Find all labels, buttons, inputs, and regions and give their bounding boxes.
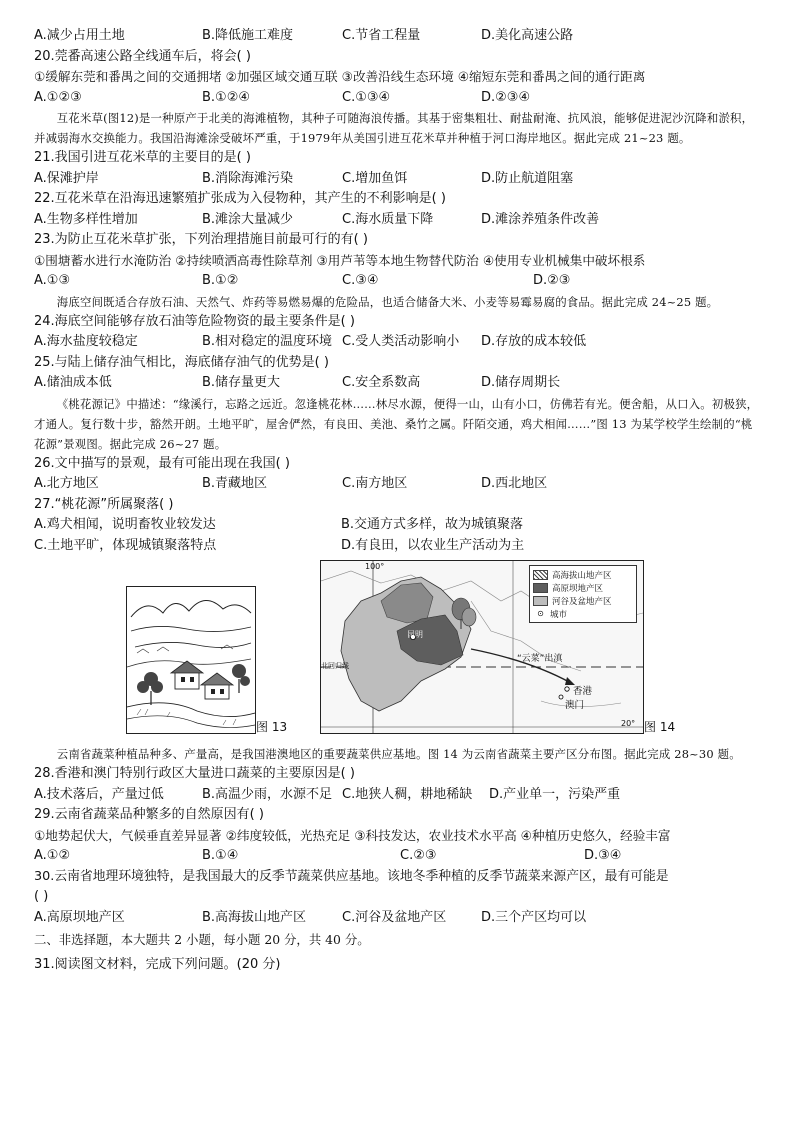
q28-options <box>34 785 764 806</box>
q26-options <box>34 474 764 495</box>
q21-options <box>34 169 764 190</box>
option-a: A.海水盐度较稳定 <box>34 334 138 349</box>
q29-stem: 29.云南省蔬菜品种繁多的自然原因有( ) <box>34 807 264 822</box>
q21-stem: 21.我国引进互花米草的主要目的是( ) <box>34 150 251 165</box>
option-d: D.②③ <box>533 273 571 288</box>
option-d: D.三个产区均可以 <box>481 909 587 925</box>
option-c: C.①③④ <box>342 89 391 105</box>
option-d: D.滩涂养殖条件改善 <box>481 211 600 227</box>
option-b: B.高温少雨，水源不足 <box>202 786 333 802</box>
option-d: D.存放的成本较低 <box>481 334 587 349</box>
q25-options <box>34 373 764 394</box>
q23-options <box>34 271 764 292</box>
latitude-label: 20° <box>621 719 636 728</box>
option-c: C.节省工程量 <box>342 28 421 43</box>
q20-options <box>34 88 764 109</box>
option-d: D.有良田，以农业生产活动为主 <box>341 537 525 553</box>
option-b: B.交通方式多样，故为城镇聚落 <box>341 517 524 532</box>
option-c: C.增加鱼饵 <box>342 170 408 186</box>
option-a: A.保滩护岸 <box>34 170 99 186</box>
figures-row <box>34 560 764 738</box>
option-b: B.降低施工难度 <box>202 28 294 43</box>
q30-stem: 30.云南省地理环境独特，是我国最大的反季节蔬菜供应基地。该地冬季种植的反季节蔬菜来源产区，最有可能是 <box>34 868 669 884</box>
option-a: A.北方地区 <box>34 476 99 491</box>
option-b: B.消除海滩污染 <box>202 170 294 186</box>
q23-items: ①围塘蓄水进行水淹防治 ②持续喷洒高毒性除草剂 ③用芦苇等本地生物替代防治 ④使用专业机械集中破坏根系 <box>34 252 646 268</box>
legend-valley: 河谷及盆地产区 <box>552 596 612 607</box>
q22-options <box>34 210 764 231</box>
option-a: A.①②③ <box>34 89 82 105</box>
map-legend: 高海拔山地产区 高原坝地产区 河谷及盆地产区 ⊙ 城市 <box>529 565 637 623</box>
passage-21-23: 互花米草(图12)是一种原产于北美的海滩植物，其种子可随海浪传播。其基于密集粗壮、耐盐耐淹、抗风浪，能够促进泥沙沉降和淤积，并减弱海水交换能力。我国沿海滩涂受破坏严重，于1979年从美国引进互花米草并种植于河口海岸地区。据此完成 21~23 题。 <box>34 111 754 145</box>
option-b: B.高海拔山地产区 <box>202 909 307 925</box>
q29-options <box>34 846 764 867</box>
option-a: A.技术落后，产量过低 <box>34 786 164 802</box>
q20-stem: 20.莞番高速公路全线通车后，将会( ) <box>34 48 251 64</box>
q19-options <box>34 26 764 47</box>
figure-14-map <box>320 560 644 734</box>
option-b: B.①② <box>202 273 239 288</box>
q22-stem: 22.互花米草在沿海迅速繁殖扩张成为入侵物种，其产生的不利影响是( ) <box>34 191 446 206</box>
option-c: C.安全系数高 <box>342 375 421 390</box>
option-d: D.产业单一，污染严重 <box>489 786 621 802</box>
option-c: C.地狭人稠，耕地稀缺 <box>342 786 473 802</box>
passage-26-27: 《桃花源记》中描述：“缘溪行，忘路之远近。忽逢桃花林……林尽水源，便得一山，山有小口，仿佛若有光。便舍船，从口入。初极狭，才通人。复行数十步，豁然开朗。土地平旷，屋舍俨然，有良田、美池、桑竹之属。阡陌交通，鸡犬相闻……”图 13 为某学校学生绘制的“桃花源”景观图。据此完成 26~27 题。 <box>34 396 759 451</box>
q23-stem: 23.为防止互花米草扩张，下列治理措施目前最可行的有( ) <box>34 232 368 247</box>
q24-stem: 24.海底空间能够存放石油等危险物资的最主要条件是( ) <box>34 313 355 329</box>
q27-stem: 27.“桃花源”所属聚落( ) <box>34 496 174 512</box>
q26-stem: 26.文中描写的景观，最有可能出现在我国( ) <box>34 455 290 471</box>
option-d: D.③④ <box>584 848 622 863</box>
tropic-label: 北回归线 <box>321 662 349 670</box>
option-a: A.生物多样性增加 <box>34 211 138 227</box>
option-a: A.高原坝地产区 <box>34 909 125 925</box>
longitude-label: 100° <box>365 562 385 571</box>
q24-options <box>34 332 764 353</box>
q31-stem: 31.阅读图文材料，完成下列问题。(20 分) <box>34 956 281 972</box>
option-d: D.②③④ <box>481 89 531 105</box>
option-c: C.海水质量下降 <box>342 211 434 227</box>
option-d: D.西北地区 <box>481 476 548 491</box>
macau-label: 澳门 <box>565 700 585 711</box>
section-two-heading: 二、非选择题，本大题共 2 小题，每小题 20 分，共 40 分。 <box>34 932 370 947</box>
option-c: C.②③ <box>400 848 437 863</box>
option-c: C.河谷及盆地产区 <box>342 909 447 925</box>
route-label: “云菜”出滇 <box>517 654 563 664</box>
option-c: C.土地平旷，体现城镇聚落特点 <box>34 537 217 553</box>
q20-items: ①缓解东莞和番禺之间的交通拥堵 ②加强区域交通互联 ③改善沿线生态环境 ④缩短东莞和番禺之间的通行距离 <box>34 69 646 84</box>
option-a: A.①③ <box>34 273 71 288</box>
option-d: D.美化高速公路 <box>481 28 574 43</box>
option-a: A.储油成本低 <box>34 375 112 390</box>
option-d: D.防止航道阻塞 <box>481 170 574 186</box>
q27-options-row2 <box>34 536 764 557</box>
peach-blossom-land-drawing <box>127 587 255 733</box>
exam-page <box>34 26 764 975</box>
option-a: A.鸡犬相闻，说明畜牧业较发达 <box>34 517 216 532</box>
option-b: B.①②④ <box>202 89 251 105</box>
option-a: A.①② <box>34 848 71 863</box>
option-d: D.储存周期长 <box>481 375 561 390</box>
q30-options <box>34 908 764 929</box>
hongkong-label: 香港 <box>573 686 593 697</box>
q28-stem: 28.香港和澳门特别行政区大量进口蔬菜的主要原因是( ) <box>34 766 355 781</box>
option-c: C.受人类活动影响小 <box>342 334 460 349</box>
option-b: B.①④ <box>202 848 239 863</box>
legend-city: 城市 <box>550 609 568 620</box>
q29-items: ①地势起伏大，气候垂直差异显著 ②纬度较低，光热充足 ③科技发达，农业技术水平高 ④种植历史悠久，经验丰富 <box>34 827 671 843</box>
option-b: B.储存量更大 <box>202 375 281 390</box>
figure-14-caption: 图 14 <box>644 720 676 734</box>
option-c: C.南方地区 <box>342 476 408 491</box>
passage-28-30: 云南省蔬菜种植品种多、产量高，是我国港澳地区的重要蔬菜供应基地。图 14 为云南省蔬菜主要产区分布图。据此完成 28~30 题。 <box>56 747 741 761</box>
figure-13-landscape <box>126 586 256 734</box>
q27-options-row1 <box>34 515 764 536</box>
option-b: B.相对稳定的温度环境 <box>202 334 333 349</box>
legend-highland: 高海拔山地产区 <box>552 570 612 581</box>
q25-stem: 25.与陆上储存油气相比，海底储存油气的优势是( ) <box>34 354 329 370</box>
option-b: B.滩涂大量减少 <box>202 211 294 227</box>
option-c: C.③④ <box>342 273 379 288</box>
passage-24-25: 海底空间既适合存放石油、天然气、炸药等易燃易爆的危险品，也适合储备大米、小麦等易霉易腐的食品。据此完成 24~25 题。 <box>56 294 719 309</box>
q30-blank: ( ) <box>34 889 49 904</box>
legend-plateau: 高原坝地产区 <box>552 583 604 594</box>
figure-13-caption: 图 13 <box>256 720 288 734</box>
option-b: B.青藏地区 <box>202 476 268 491</box>
kunming-label: 昆明 <box>407 630 423 639</box>
option-a: A.减少占用土地 <box>34 28 125 43</box>
